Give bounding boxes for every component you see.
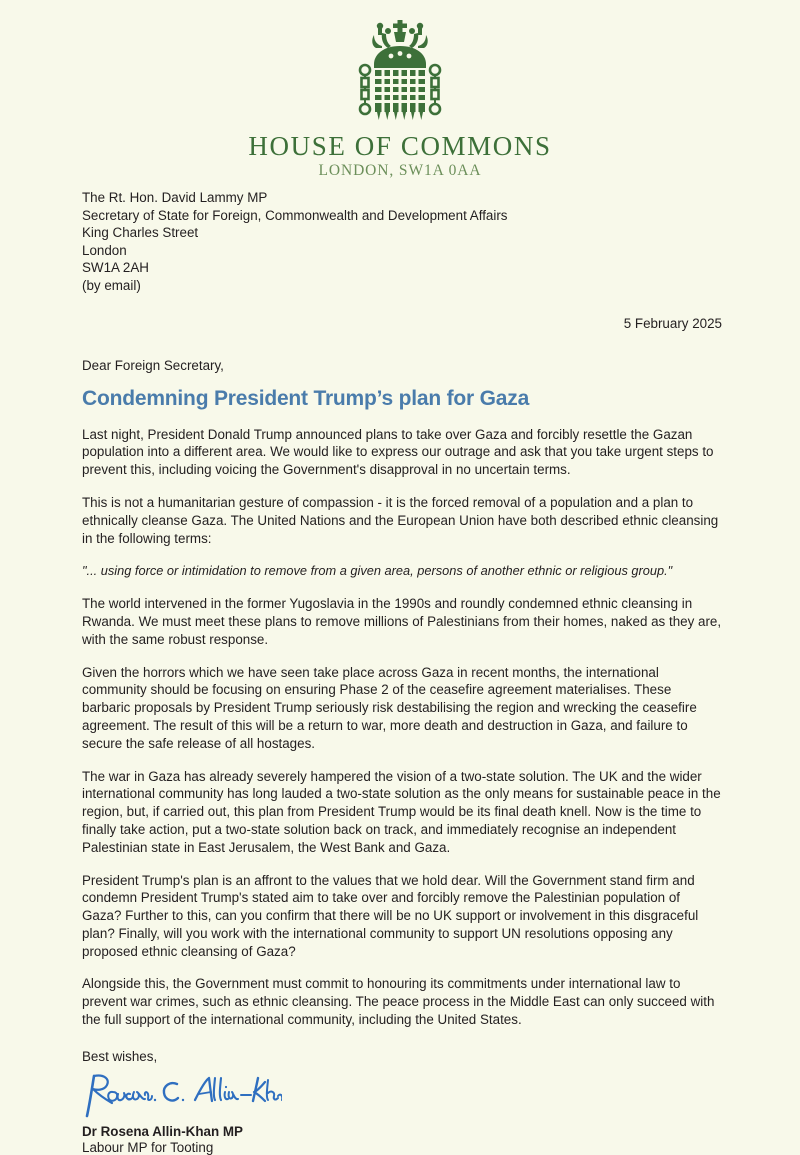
organisation-name: HOUSE OF COMMONS <box>248 131 552 161</box>
recipient-address-block <box>82 189 722 295</box>
closing-salutation: Best wishes, <box>82 1048 158 1064</box>
recipient-line: SW1A 2AH <box>82 260 149 276</box>
letter-date: 5 February 2025 <box>623 315 722 331</box>
recipient-line: The Rt. Hon. David Lammy MP <box>82 190 268 205</box>
letter-paragraph: Last night, President Donald Trump announced plans to take over Gaza and forcibly resettle the Gazan population into a different area. We would like to express our outrage and ask that you take urgent steps to prevent this, including voicing the Government's disapproval in no uncertain terms. <box>82 426 714 478</box>
portcullis-crowned-icon <box>344 18 456 126</box>
letter-paragraph: Given the horrors which we have seen take place across Gaza in recent months, the international community should be focusing on ensuring Phase 2 of the ceasefire agreement materialises. These barbaric proposals by President Trump seriously risk destabilising the region and wrecking the ceasefire agreement. The result of this will be a return to war, more death and destruction in Gaza, and failure to secure the safe release of all hostages. <box>82 664 697 751</box>
signatory-role: Labour MP for Tooting <box>82 1139 214 1155</box>
signature-area <box>82 1070 722 1122</box>
letterhead <box>0 0 800 180</box>
letter-paragraph: President Trump's plan is an affront to the values that we hold dear. Will the Government stand firm and condemn President Trump's stated aim to take over and forcibly remove the Palestinian population of Gaza? Further to this, can you confirm that there will be no UK support or involvement in this disgraceful plan? Finally, will you work with the international community to support UN resolutions opposing any proposed ethnic cleansing of Gaza? <box>82 872 699 959</box>
quoted-definition: "... using force or intimidation to remove from a given area, persons of another ethnic or religious group." <box>82 563 673 579</box>
organisation-address: LONDON, SW1A 0AA <box>318 162 482 180</box>
recipient-line: (by email) <box>82 277 141 293</box>
salutation: Dear Foreign Secretary, <box>82 357 224 373</box>
signatory-name: Dr Rosena Allin-Khan MP <box>82 1123 243 1139</box>
recipient-line: London <box>82 242 127 258</box>
handwritten-signature-icon <box>82 1070 282 1122</box>
recipient-line: King Charles Street <box>82 225 199 241</box>
letter-content <box>82 189 722 1155</box>
recipient-line: Secretary of State for Foreign, Commonwealth and Development Affairs <box>82 207 508 223</box>
letter-paragraph: Alongside this, the Government must commit to honouring its commitments under international law to prevent war crimes, such as ethnic cleansing. The peace process in the Middle East can only succeed with the full support of the international community, including the United States. <box>82 976 715 1028</box>
letter-paragraph: The war in Gaza has already severely hampered the vision of a two-state solution. The UK and the wider international community has long lauded a two-state solution as the only means for sustainable peace in the region, but, if carried out, this plan from President Trump would be its final death knell. Now is the time to finally take action, put a two-state solution back on track, and immediately recognise an independent Palestinian state in East Jerusalem, the West Bank and Gaza. <box>82 768 721 855</box>
letter-paragraph: This is not a humanitarian gesture of compassion - it is the forced removal of a population and a plan to ethnically cleanse Gaza. The United Nations and the European Union have both described ethnic cleansing in the following terms: <box>82 494 719 546</box>
letter-paragraph: The world intervened in the former Yugoslavia in the 1990s and roundly condemned ethnic cleansing in Rwanda. We must meet these plans to remove millions of Palestinians from their homes, naked as they are, with the same robust response. <box>82 596 722 647</box>
page-title: Condemning President Trump’s plan for Gaza <box>82 386 530 410</box>
